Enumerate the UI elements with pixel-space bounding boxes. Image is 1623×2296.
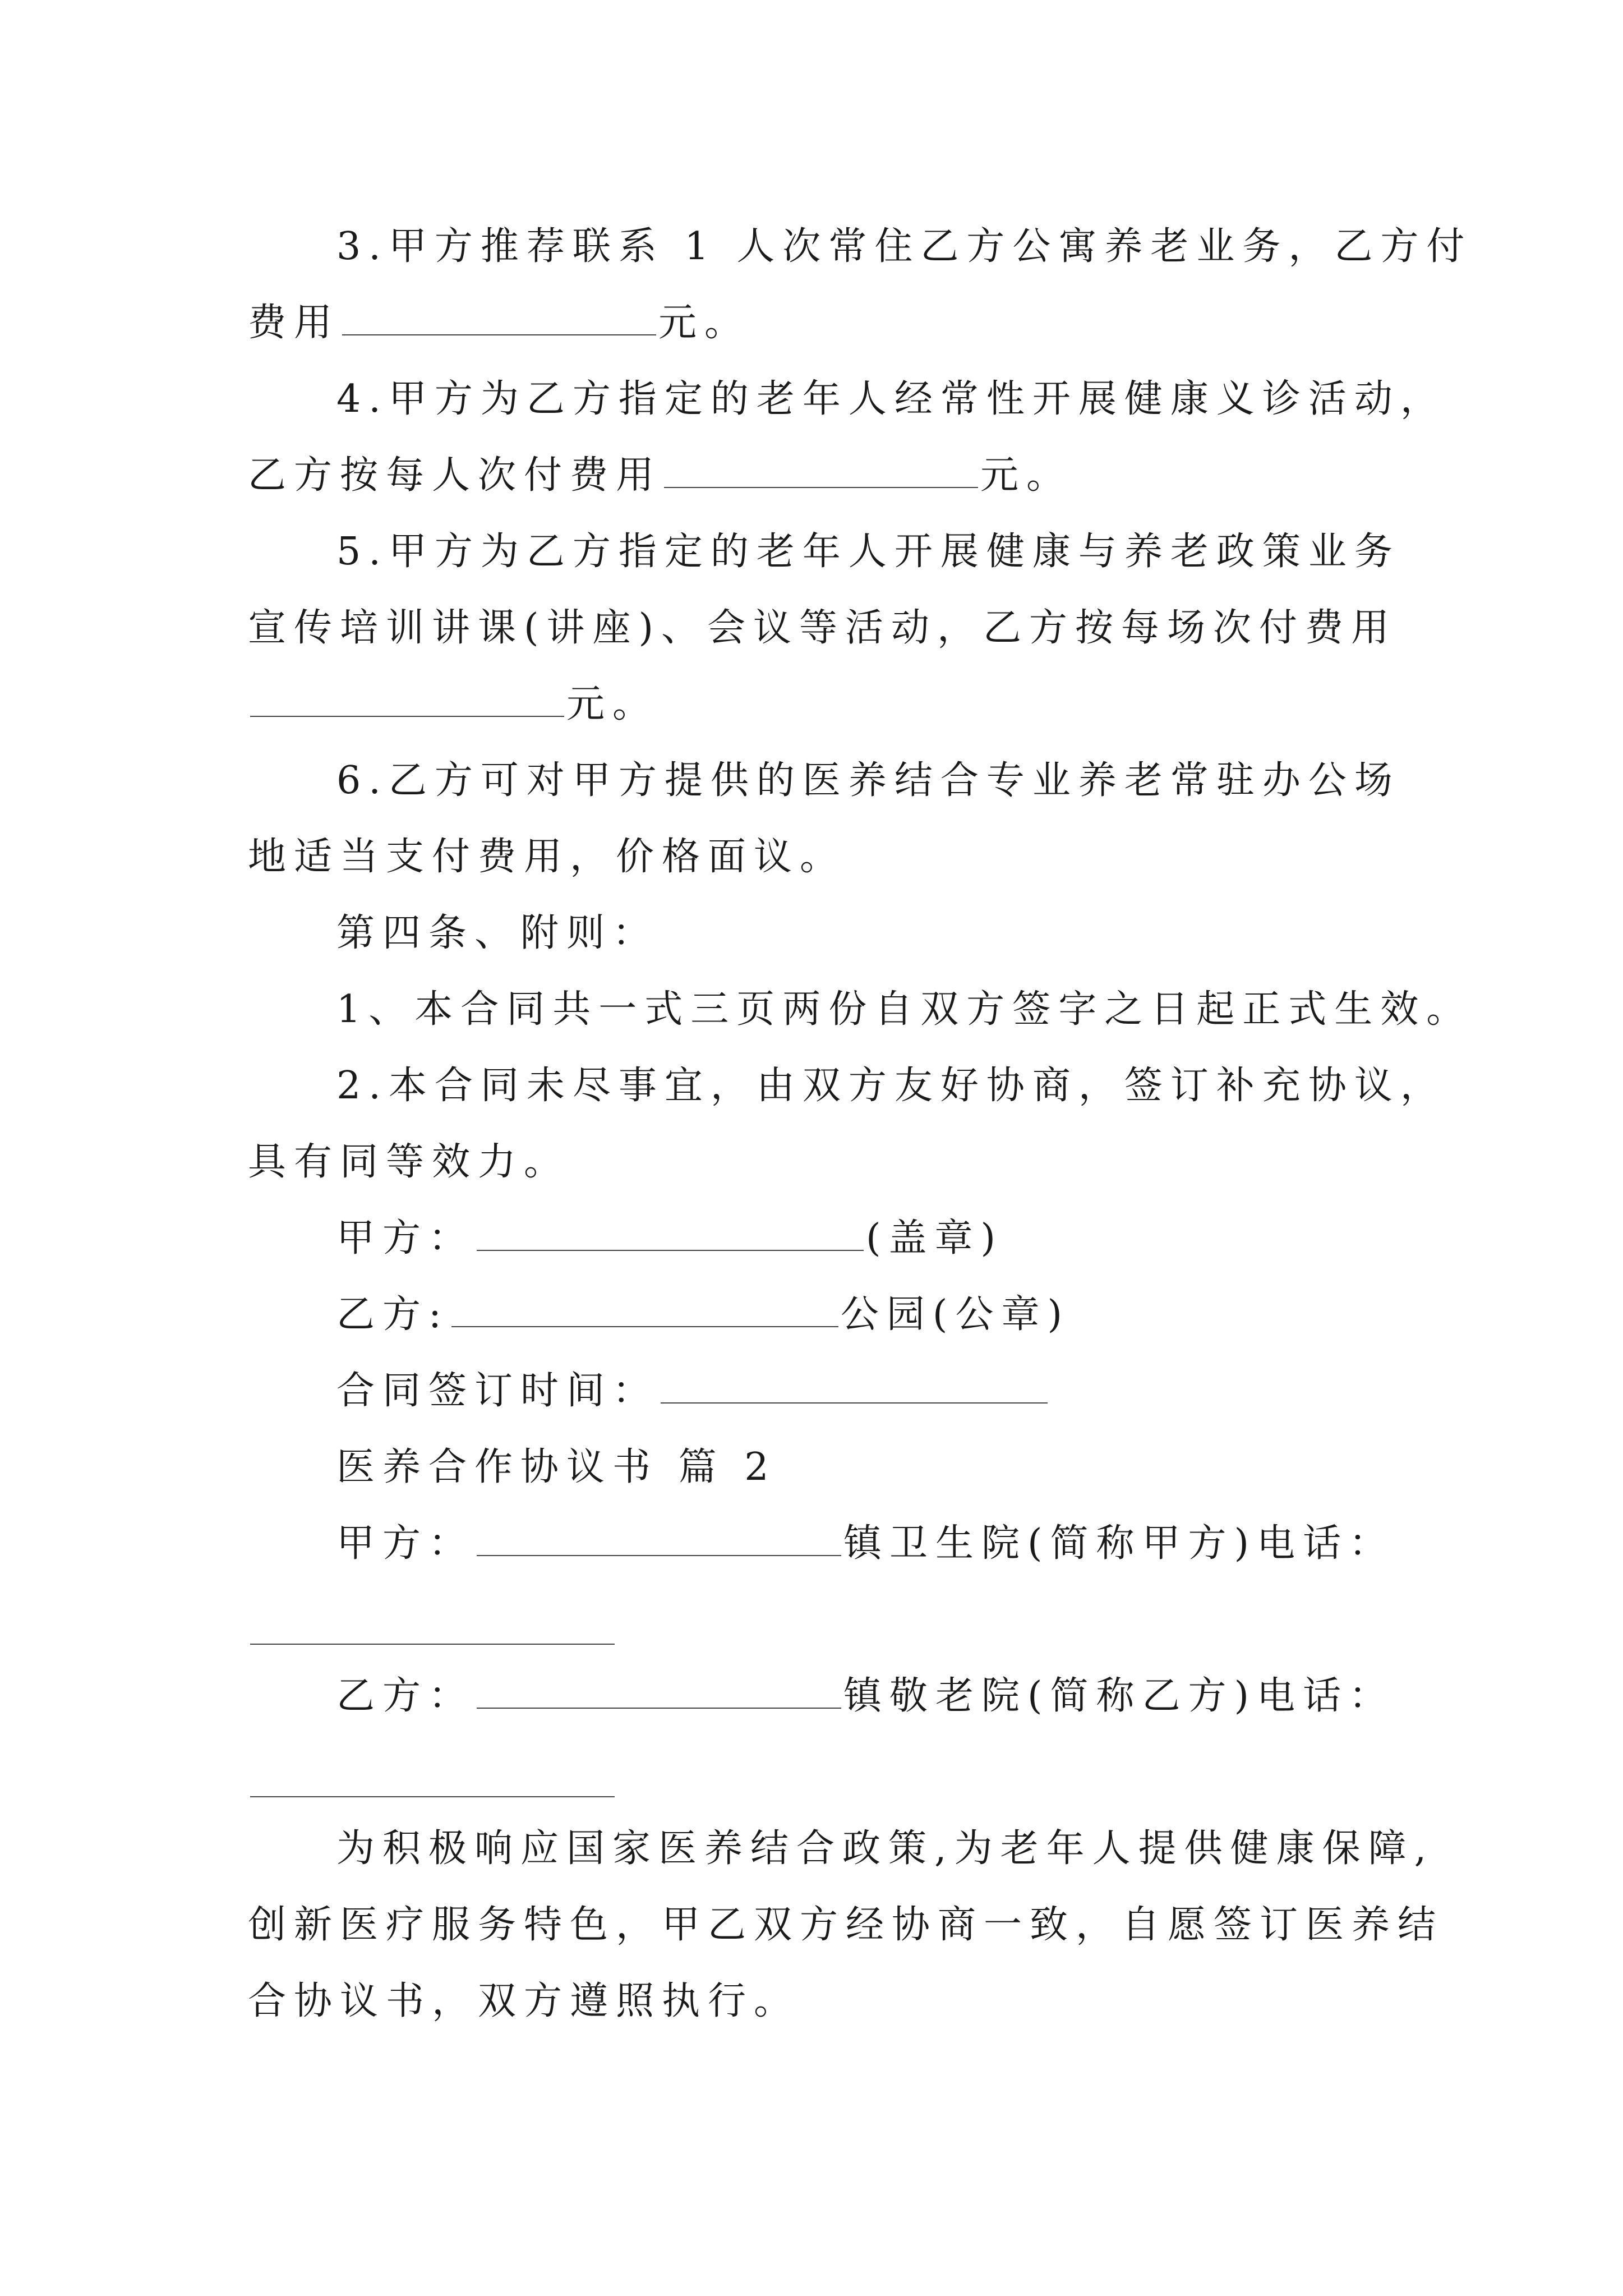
- clause-5-line-3: [248, 666, 1381, 743]
- sign-date-blank: [661, 1370, 1048, 1404]
- party-a-label: 甲方：: [336, 1216, 475, 1260]
- party-a-seal: (盖章): [866, 1216, 1004, 1260]
- annex-2-text: 2.本合同未尽事宜，由双方友好协商，签订补充协议，: [336, 1064, 1446, 1108]
- party-a-info-label: 甲方：: [336, 1521, 475, 1566]
- clause-6-line-1: [248, 743, 1400, 819]
- document-body: [248, 209, 1473, 2040]
- clause-5-line-2: [248, 590, 1398, 666]
- annex-1-line: [248, 972, 1473, 1048]
- preamble-text-3: 合协议书，双方遵照执行。: [248, 1979, 800, 2023]
- clause-4-text: 4.甲方为乙方指定的老年人经常性开展健康义诊活动，: [336, 377, 1446, 421]
- party-a-blank: [477, 1217, 864, 1251]
- party-b-blank: [451, 1294, 838, 1327]
- party-a-signature-line: [248, 1200, 1381, 1277]
- clause-5-text-cont: 宣传培训讲课(讲座)、会议等活动，乙方按每场次付费用: [248, 606, 1398, 650]
- clause-4-fee-unit: 元。: [980, 453, 1073, 498]
- party-b-signature-line: [248, 1277, 1381, 1353]
- party-b-phone-blank: [250, 1764, 615, 1797]
- clause-4-fee-blank: [664, 454, 978, 488]
- clause-4-line-1: [248, 361, 1446, 438]
- party-a-info-line: [248, 1506, 1395, 1582]
- party-b-phone-line: [248, 1734, 1381, 1811]
- section-2-title: 医养合作协议书 篇 2: [336, 1445, 777, 1489]
- preamble-text-2: 创新医疗服务特色，甲乙双方经协商一致，自愿签订医养结: [248, 1903, 1444, 1947]
- sign-date-label: 合同签订时间：: [336, 1369, 659, 1413]
- clause-5-text: 5.甲方为乙方指定的老年人开展健康与养老政策业务: [336, 530, 1400, 574]
- preamble-text-1: 为积极响应国家医养结合政策,为老年人提供健康保障,: [336, 1826, 1435, 1871]
- party-b-label: 乙方:: [336, 1292, 449, 1337]
- clause-6-text-cont: 地适当支付费用，价格面议。: [248, 835, 846, 879]
- clause-5-fee-blank: [250, 683, 564, 717]
- annex-2-line-1: [248, 1048, 1446, 1124]
- section-2-heading: [248, 1429, 1381, 1506]
- party-a-phone-blank: [250, 1611, 615, 1645]
- sign-date-line: [248, 1353, 1381, 1429]
- clause-3-line-2: [248, 285, 1381, 361]
- party-a-phone-line: [248, 1582, 1381, 1658]
- article-4-title: 第四条、附则：: [336, 911, 659, 955]
- party-b-info-line: [248, 1658, 1395, 1734]
- clause-6-line-2: [248, 819, 1381, 895]
- party-a-info-suffix: 镇卫生院(简称甲方)电话：: [843, 1521, 1395, 1566]
- clause-5-line-1: [248, 514, 1400, 590]
- clause-3-fee-unit: 元。: [658, 301, 751, 345]
- clause-3-fee-label: 费用: [248, 301, 340, 345]
- party-b-info-label: 乙方：: [336, 1674, 475, 1718]
- clause-3-line-1: [248, 209, 1473, 285]
- article-4-heading: [248, 895, 1381, 972]
- clause-3-fee-blank: [342, 302, 656, 335]
- clause-4-line-2: [248, 438, 1381, 514]
- annex-2-line-2: [248, 1124, 1381, 1200]
- preamble-line-2: [248, 1887, 1444, 1963]
- preamble-line-1: [248, 1811, 1435, 1887]
- clause-5-fee-unit: 元。: [566, 682, 659, 726]
- party-b-info-suffix: 镇敬老院(简称乙方)电话：: [843, 1674, 1395, 1718]
- preamble-line-3: [248, 1963, 1381, 2040]
- annex-2-text-cont: 具有同等效力。: [248, 1140, 570, 1184]
- clause-4-fee-label: 乙方按每人次付费用: [248, 453, 662, 498]
- annex-1-text: 1、本合同共一式三页两份自双方签字之日起正式生效。: [336, 987, 1473, 1032]
- party-b-seal: 公园(公章): [840, 1292, 1070, 1337]
- clause-6-text: 6.乙方可对甲方提供的医养结合专业养老常驻办公场: [336, 758, 1400, 803]
- party-b-name-blank: [477, 1675, 841, 1709]
- party-a-name-blank: [477, 1522, 841, 1556]
- clause-3-text: 3.甲方推荐联系 1 人次常住乙方公寓养老业务，乙方付: [336, 224, 1473, 269]
